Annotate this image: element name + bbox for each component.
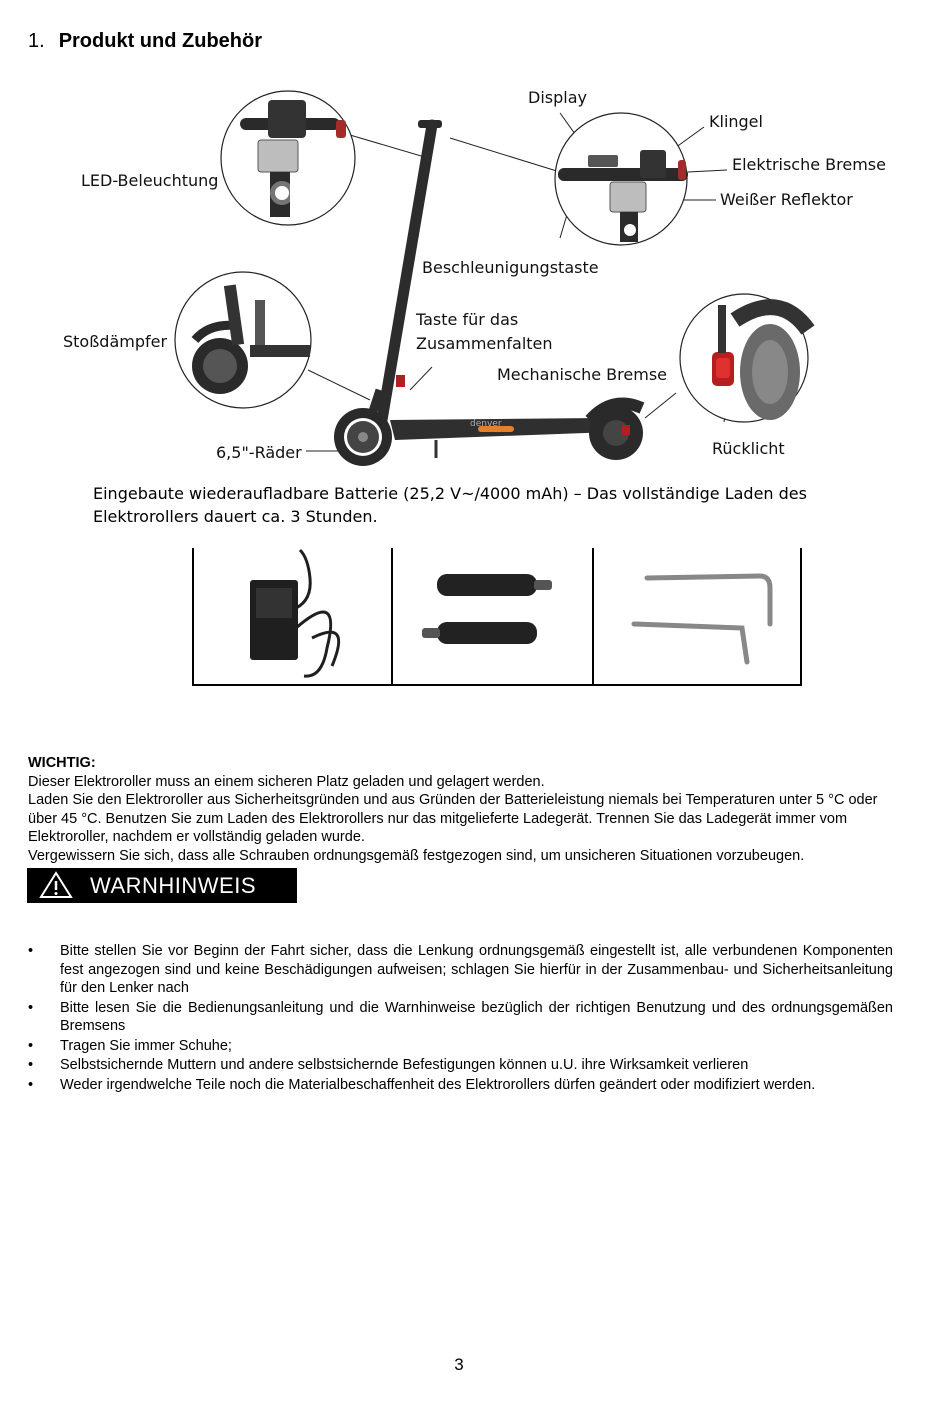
bullet-icon: • [28,999,34,1016]
list-item: • Weder irgendwelche Teile noch die Materialbeschaffenheit des Elektrorollers dürfen geändert oder modifiziert werden. [28,1076,816,1093]
hex-keys-image [634,576,770,662]
warning-triangle-icon [39,871,73,899]
bullet-icon: • [28,943,34,959]
battery-info: Eingebaute wiederaufladbare Batterie (25,2 V~/4000 mAh) – Das vollständige Laden des Elektrorollers dauert ca. 3 Stunden. [93,484,807,526]
bullet-icon: • [28,1076,34,1093]
warning-label: WARNHINWEIS [90,873,257,898]
label-shock-absorber: Stoßdämpfer [63,332,168,351]
label-rear-light: Rücklicht [712,439,785,458]
important-line: Laden Sie den Elektroroller aus Sicherheitsgründen und aus Gründen der Batterieleistung niemals bei Temperaturen unter 5 °C oder über 45 °C. Benutzen Sie zum Laden des Elektrorollers nur das mitgelieferte Ladegerät. Trennen Sie das Ladegerät immer vom Elektroroller, nachdem er vollständig geladen wurde. [28,792,878,845]
accessories-table [192,548,802,686]
page-number: 3 [454,1355,464,1374]
scooter-diagram [0,0,950,480]
grips-image [422,574,552,644]
detail-circle-shock [175,272,311,408]
label-led: LED-Beleuchtung [81,171,219,190]
detail-circle-rearlight [680,294,808,422]
important-line: Dieser Elektroroller muss an einem sicheren Platz geladen und gelagert werden. [28,773,545,790]
label-throttle: Beschleunigungstaste [422,258,599,277]
section-title: Produkt und Zubehör [58,30,262,52]
label-display: Display [528,88,587,107]
warning-list [28,942,893,1095]
label-mech-brake: Mechanische Bremse [497,365,667,384]
important-line: Vergewissern Sie sich, dass alle Schrauben ordnungsgemäß festgezogen sind, um unsicheren Situationen vorzubeugen. [28,847,805,864]
label-bell: Klingel [709,112,763,131]
label-wheels: 6,5"-Räder [216,443,302,462]
list-item: • Tragen Sie immer Schuhe; [28,1037,232,1054]
list-item: • Selbstsichernde Muttern und andere selbstsichernde Befestigungen können u.U. ihre Wirksamkeit verlieren [28,1057,749,1073]
bullet-icon: • [28,1037,34,1054]
list-item: • Bitte lesen Sie die Bedienungsanleitung und die Warnhinweise bezüglich der richtigen Benutzung und des ordnungsgemäßen Bremsens [28,999,893,1034]
label-reflector: Weißer Reflektor [720,190,853,209]
important-section [28,754,908,865]
label-fold-2: Zusammenfalten [416,334,553,353]
section-number: 1. [28,30,45,52]
brand-logo: denver [470,419,502,429]
warning-banner [27,868,297,903]
detail-circle-led [221,91,355,225]
bullet-icon: • [28,1057,34,1073]
detail-circle-display [555,113,688,245]
important-title: WICHTIG: [28,755,96,771]
charger-image [250,550,339,676]
label-electric-brake: Elektrische Bremse [732,155,886,174]
label-fold-1: Taste für das [416,310,519,329]
list-item: • Bitte stellen Sie vor Beginn der Fahrt sicher, dass die Lenkung ordnungsgemäß eingestellt ist, alle verbundenen Komponenten fest angezogen sind und keine Beschädigungen aufweisen; schlagen Sie hierfür in der Zusammenbau- und Sicherheitsanleitung für den Lenker nach [28,943,893,996]
